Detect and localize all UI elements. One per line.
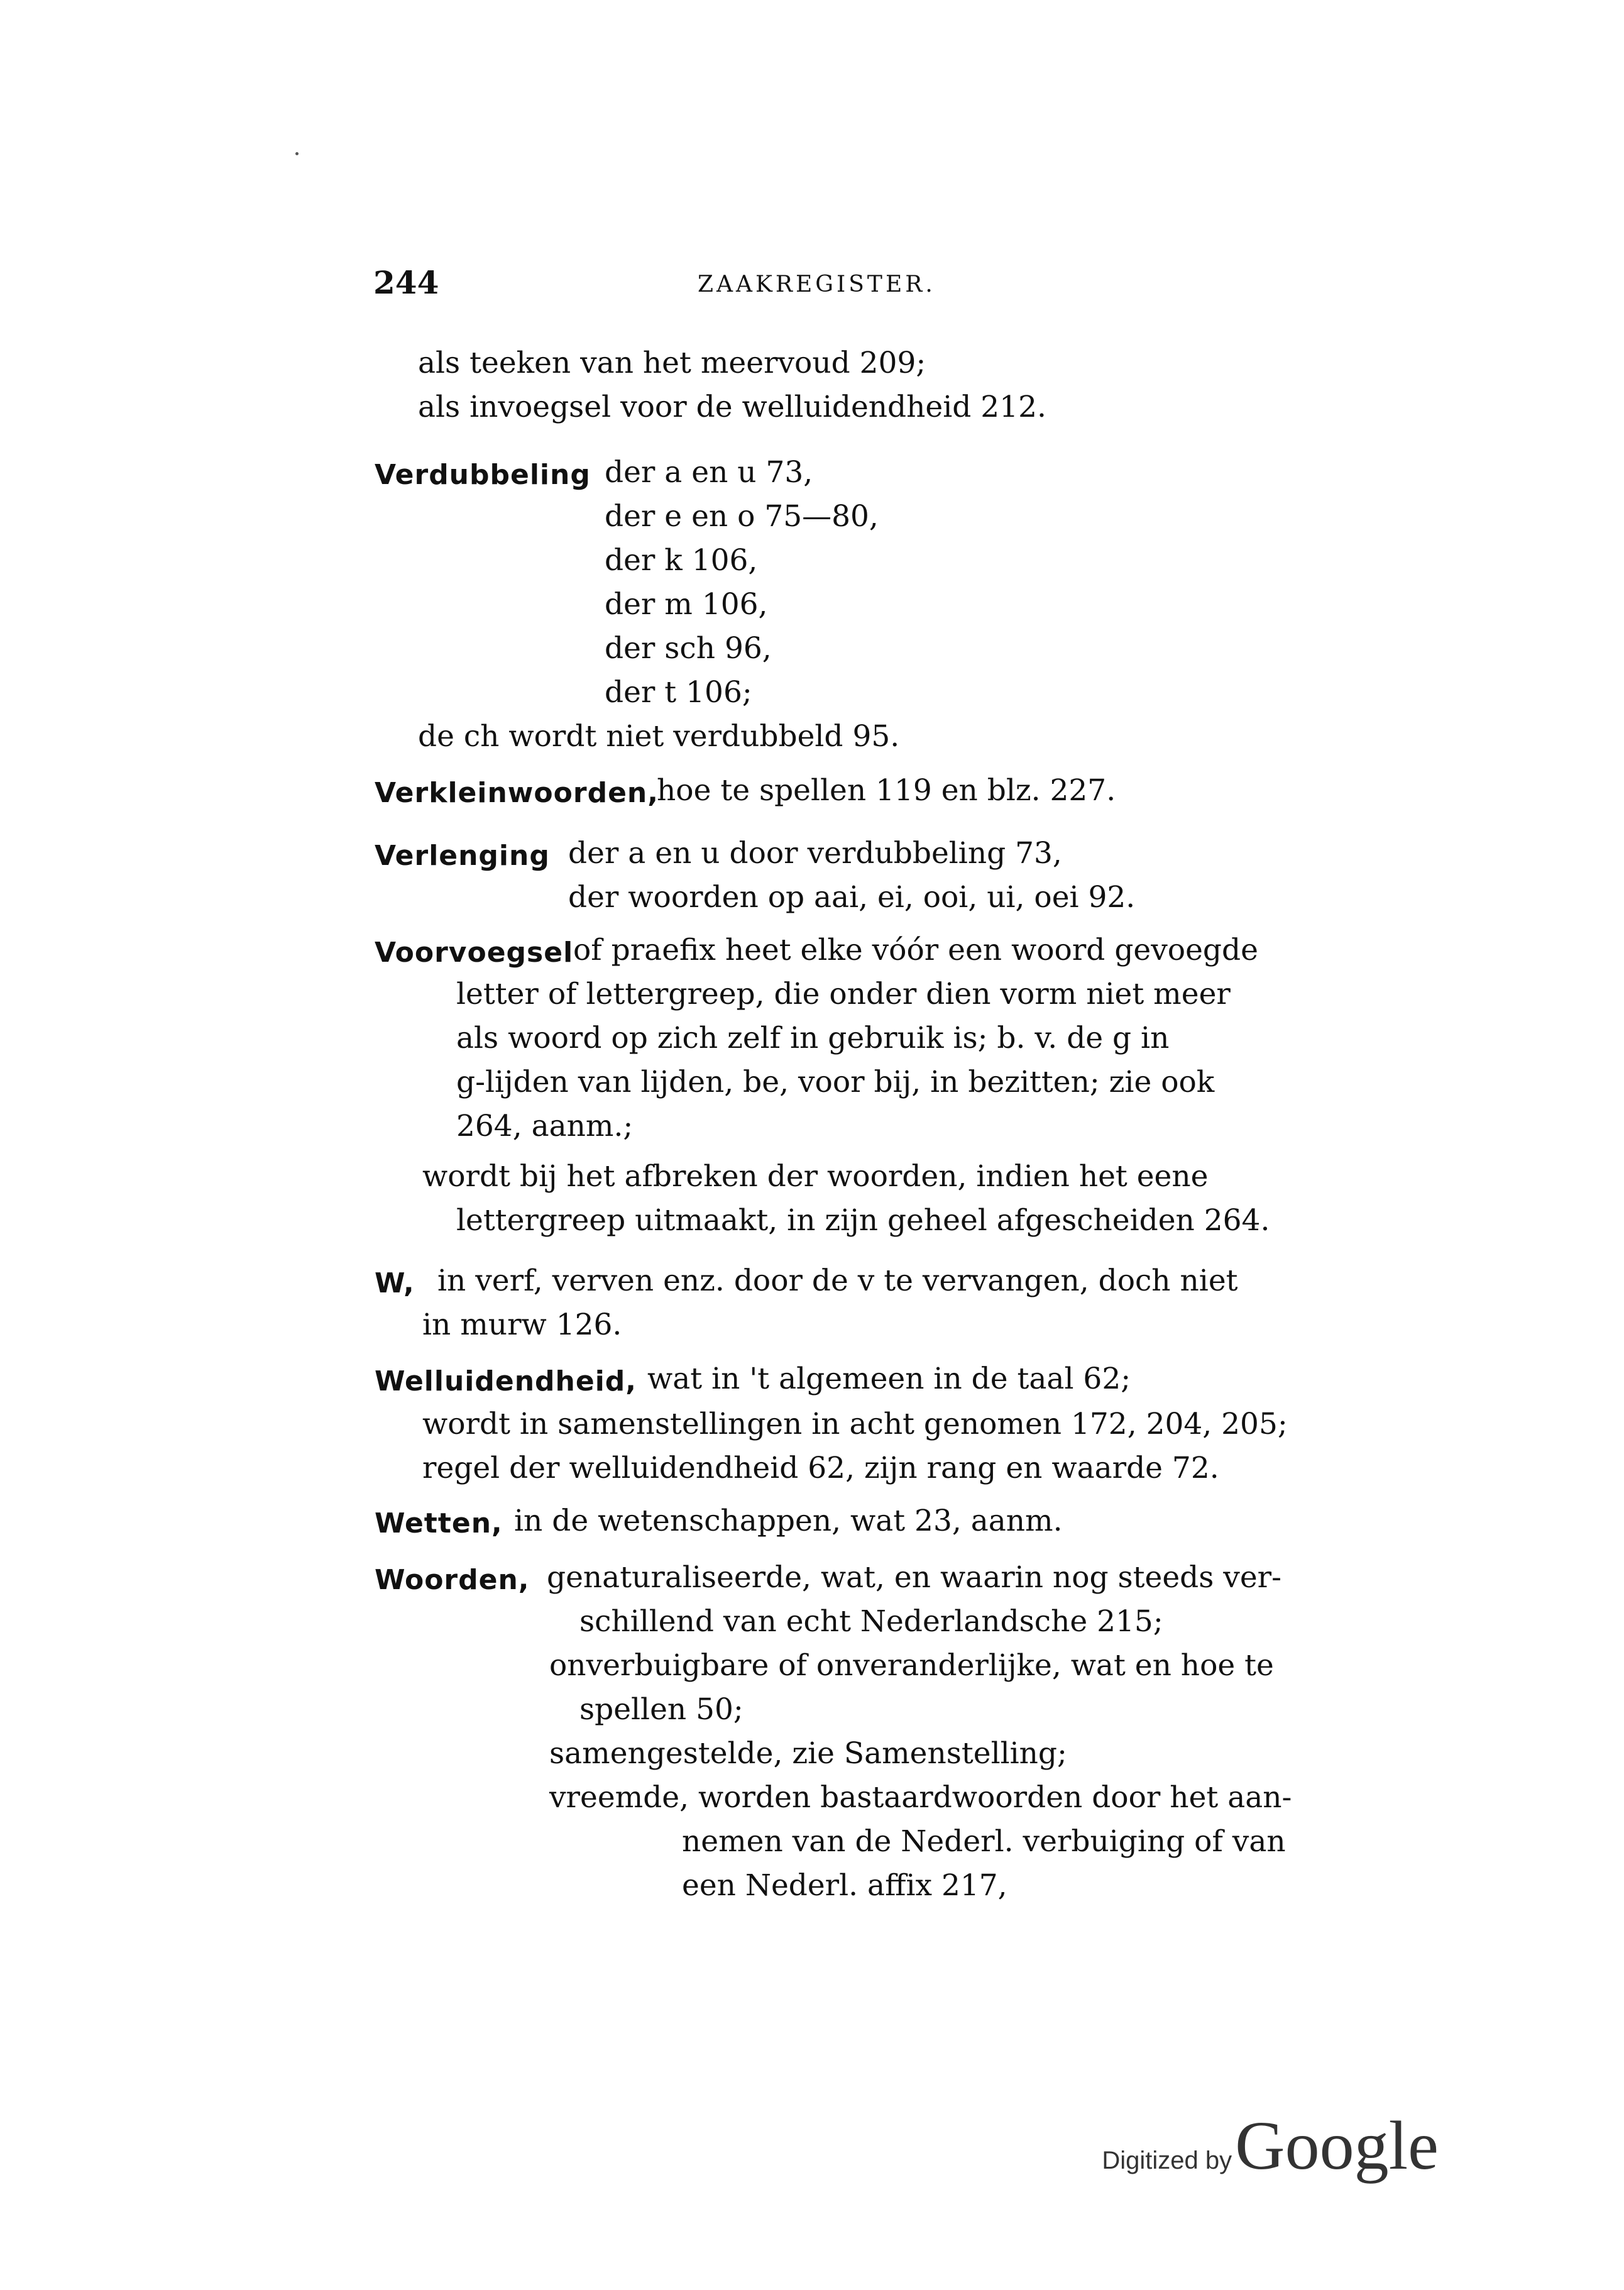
entry-line: regel der welluidendheid 62, zijn rang en waarde 72. — [422, 1451, 1219, 1485]
headword-woorden: Woorden, — [375, 1564, 530, 1596]
entry-line: in verf, verven enz. door de v te vervangen, doch niet — [437, 1263, 1238, 1298]
entry-line: als woord op zich zelf in gebruik is; b. v. de g in — [456, 1021, 1170, 1055]
entry-line: wordt in samenstellingen in acht genomen 172, 204, 205; — [422, 1407, 1288, 1441]
entry-line: spellen 50; — [579, 1692, 743, 1727]
entry-line: nemen van de Nederl. verbuiging of van — [682, 1824, 1286, 1859]
headword-wetten: Wetten, — [375, 1507, 503, 1539]
entry-line: lettergreep uitmaakt, in zijn geheel afgescheiden 264. — [456, 1203, 1270, 1238]
entry-line: der a en u door verdubbeling 73, — [568, 836, 1062, 871]
entry-line: vreemde, worden bastaardwoorden door het aan- — [549, 1780, 1292, 1815]
running-head: ZAAKREGISTER. — [698, 272, 936, 297]
entry-line: samengestelde, zie Samenstelling; — [549, 1736, 1067, 1771]
headword-verkleinwoorden: Verkleinwoorden, — [375, 777, 659, 809]
entry-line: der e en o 75—80, — [605, 499, 879, 534]
entry-line: een Nederl. affix 217, — [682, 1868, 1007, 1903]
entry-line: g-lijden van lijden, be, voor bij, in bezitten; zie ook — [456, 1065, 1215, 1099]
entry-line: in murw 126. — [422, 1307, 622, 1342]
entry-line: 264, aanm.; — [456, 1109, 634, 1143]
entry-line: der woorden op aai, ei, ooi, ui, oei 92. — [568, 880, 1136, 915]
entry-line: in de wetenschappen, wat 23, aanm. — [514, 1504, 1063, 1538]
google-watermark — [1102, 2106, 1439, 2186]
watermark-brand: Google — [1235, 2107, 1439, 2184]
watermark-prefix: Digitized by — [1102, 2147, 1232, 2174]
entry-line: schillend van echt Nederlandsche 215; — [579, 1604, 1163, 1639]
entry-line: of praefix heet elke vóór een woord gevoegde — [573, 933, 1258, 967]
entry-line: der sch 96, — [605, 631, 772, 666]
entry-line: der a en u 73, — [605, 455, 813, 490]
entry-line: der k 106, — [605, 543, 758, 578]
entry-line: de ch wordt niet verdubbeld 95. — [418, 719, 900, 754]
entry-line: der t 106; — [605, 675, 752, 710]
scan-speck — [295, 152, 299, 155]
entry-line: genaturaliseerde, wat, en waarin nog steeds ver- — [547, 1560, 1282, 1595]
headword-w: W, — [375, 1267, 415, 1299]
page-number: 244 — [373, 264, 439, 301]
entry-line: hoe te spellen 119 en blz. 227. — [657, 773, 1116, 808]
headword-welluidendheid: Welluidendheid, — [375, 1365, 637, 1397]
entry-line: der m 106, — [605, 587, 768, 622]
entry-line: als invoegsel voor de welluidendheid 212. — [418, 390, 1046, 424]
entry-line: letter of lettergreep, die onder dien vorm niet meer — [456, 977, 1231, 1011]
entry-line: wat in 't algemeen in de taal 62; — [647, 1362, 1131, 1396]
headword-voorvoegsel: Voorvoegsel — [375, 937, 574, 969]
headword-verlenging: Verlenging — [375, 840, 550, 872]
entry-line: wordt bij het afbreken der woorden, indien het eene — [422, 1159, 1209, 1194]
headword-verdubbeling: Verdubbeling — [375, 459, 591, 491]
entry-line: onverbuigbare of onveranderlijke, wat en hoe te — [549, 1648, 1274, 1683]
entry-line: als teeken van het meervoud 209; — [418, 346, 926, 380]
